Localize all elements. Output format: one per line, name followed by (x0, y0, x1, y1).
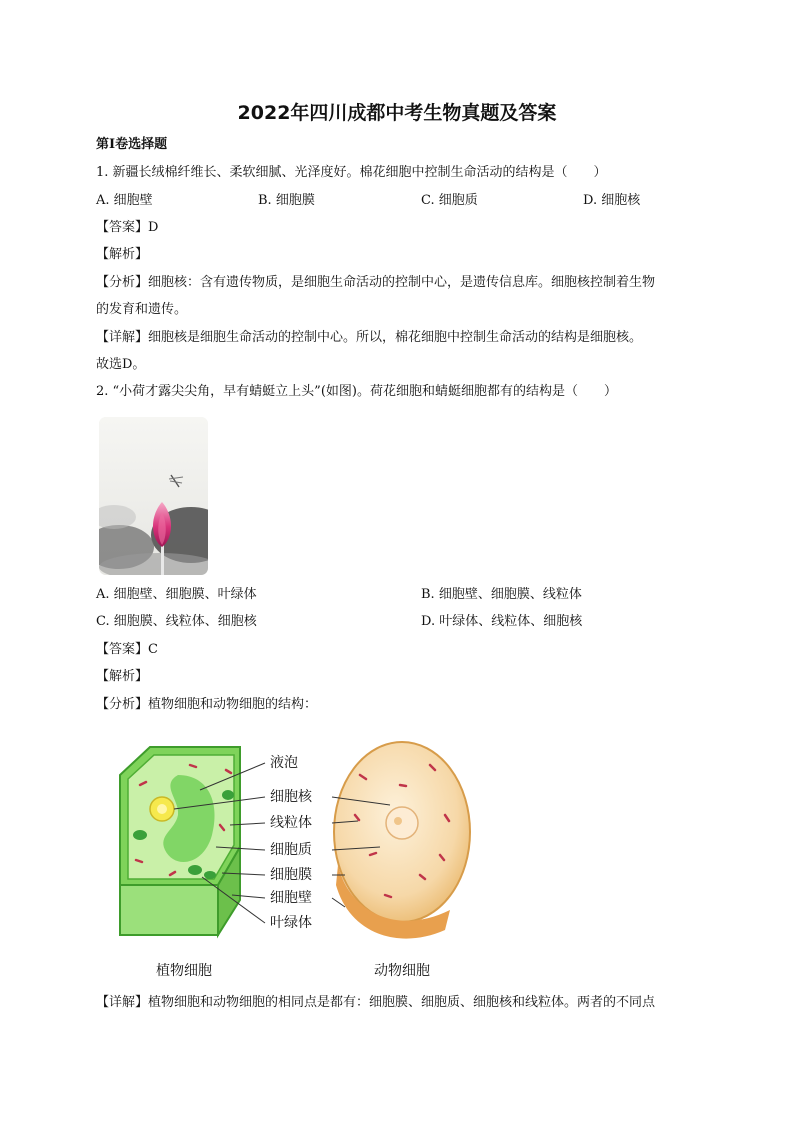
label-cytoplasm: 细胞质 (270, 842, 312, 858)
label-mitochondria: 线粒体 (270, 815, 312, 831)
section-heading: 第Ⅰ卷选择题 (96, 137, 168, 152)
cell-structure-diagram (100, 735, 480, 985)
page-title: 2022年四川成都中考生物真题及答案 (237, 102, 557, 124)
q1-option-d: D. 细胞核 (583, 193, 641, 208)
q1-fenxi-line1: 【分析】细胞核：含有遗传物质，是细胞生命活动的控制中心，是遗传信息库。细胞核控制着生物 (96, 275, 656, 290)
q1-detail-line2: 故选D。 (96, 357, 146, 372)
q1-stem: 1. 新疆长绒棉纤维长、柔软细腻、光泽度好。棉花细胞中控制生命活动的结构是（ ） (96, 165, 607, 180)
q2-stem: 2. “小荷才露尖尖角，早有蜻蜓立上头”(如图)。荷花细胞和蜻蜓细胞都有的结构是（ ） (96, 384, 617, 399)
q1-answer: 【答案】D (96, 220, 159, 235)
q2-fenxi: 【分析】植物细胞和动物细胞的结构： (96, 697, 318, 712)
plant-cell (120, 747, 240, 935)
q2-analysis-head: 【解析】 (96, 669, 149, 684)
animal-cell-caption: 动物细胞 (374, 963, 430, 979)
label-cell-wall: 细胞壁 (270, 890, 312, 906)
q1-option-c: C. 细胞质 (421, 193, 478, 208)
label-nucleus: 细胞核 (270, 789, 312, 805)
plant-cell-caption: 植物细胞 (156, 963, 212, 979)
q2-option-c: C. 细胞膜、线粒体、细胞核 (96, 614, 257, 629)
q1-option-a: A. 细胞壁 (96, 193, 153, 208)
q1-detail-line1: 【详解】细胞核是细胞生命活动的控制中心。所以，棉花细胞中控制生命活动的结构是细胞核。 (96, 330, 643, 345)
label-cell-membrane: 细胞膜 (270, 867, 312, 883)
lotus-dragonfly-image (99, 417, 208, 575)
label-chloroplast: 叶绿体 (270, 915, 312, 931)
q2-detail: 【详解】植物细胞和动物细胞的相同点是都有：细胞膜、细胞质、细胞核和线粒体。两者的不同点 (96, 995, 656, 1010)
q2-option-b: B. 细胞壁、细胞膜、线粒体 (421, 587, 582, 602)
q1-option-b: B. 细胞膜 (258, 193, 315, 208)
q1-analysis-head: 【解析】 (96, 247, 149, 262)
q1-fenxi-line2: 的发育和遗传。 (96, 302, 188, 317)
animal-cell (334, 742, 470, 939)
q2-option-a: A. 细胞壁、细胞膜、叶绿体 (96, 587, 257, 602)
q2-answer: 【答案】C (96, 642, 158, 657)
label-vacuole: 液泡 (270, 755, 298, 771)
q2-option-d: D. 叶绿体、线粒体、细胞核 (421, 614, 583, 629)
